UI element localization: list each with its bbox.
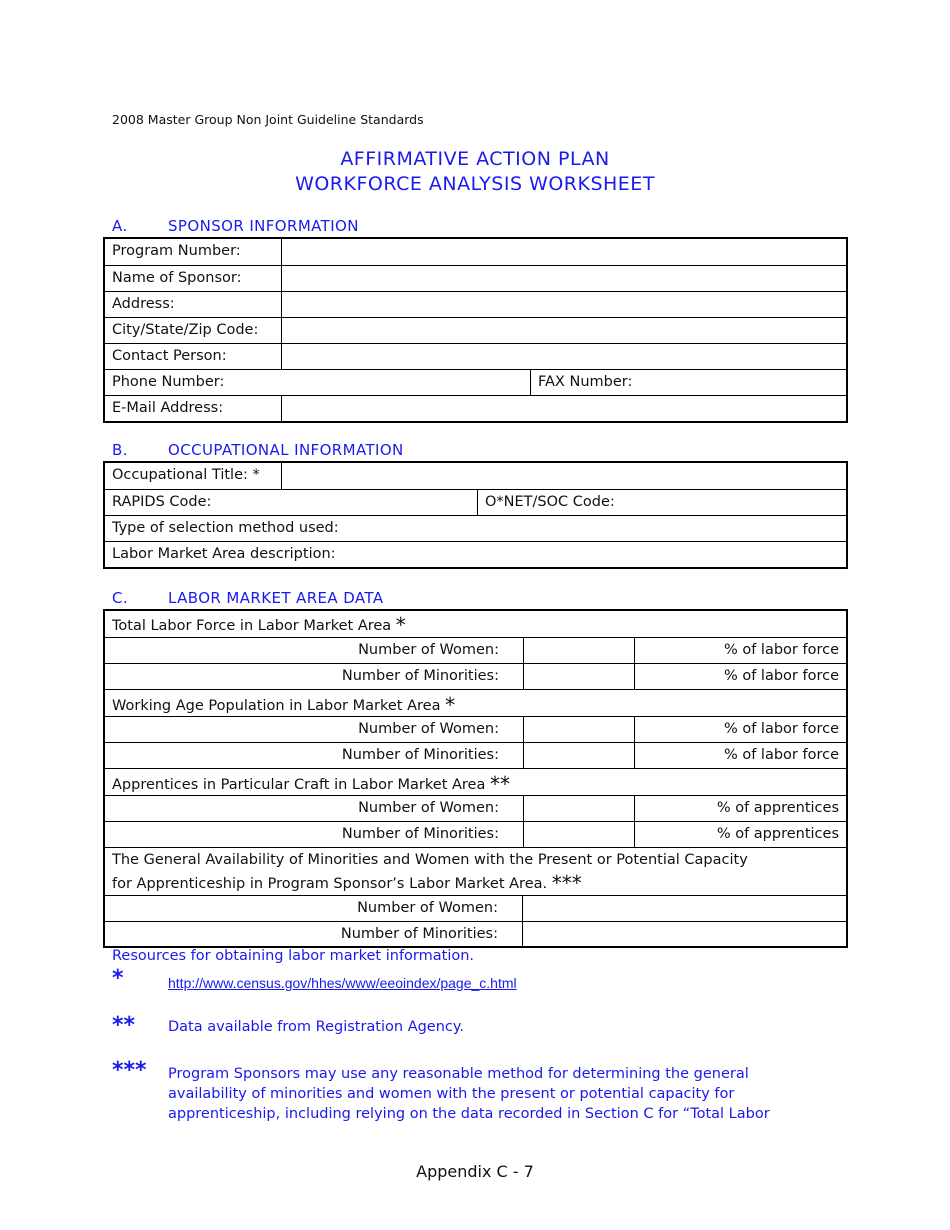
census-link-wrapper bbox=[168, 973, 517, 992]
women-count-field[interactable] bbox=[522, 896, 846, 921]
table-row bbox=[105, 663, 846, 689]
table-row bbox=[105, 921, 846, 946]
table-row bbox=[105, 795, 846, 821]
minorities-label: Number of Minorities: bbox=[341, 668, 499, 684]
table-row bbox=[105, 821, 846, 847]
city-state-zip-label: City/State/Zip Code: bbox=[112, 322, 259, 338]
footnote-mark: ** bbox=[489, 772, 510, 795]
table-row bbox=[105, 463, 846, 489]
section-title: LABOR MARKET AREA DATA bbox=[168, 589, 384, 607]
sponsor-info-table bbox=[103, 237, 848, 423]
address-label: Address: bbox=[112, 296, 175, 312]
women-count-field[interactable] bbox=[523, 638, 634, 663]
section-letter: A. bbox=[112, 217, 128, 235]
selection-method-field[interactable]: Type of selection method used: bbox=[112, 520, 339, 536]
minorities-label: Number of Minorities: bbox=[341, 826, 499, 842]
footnote-mark: *** bbox=[112, 1058, 147, 1083]
program-number-label: Program Number: bbox=[112, 243, 241, 259]
section-title: OCCUPATIONAL INFORMATION bbox=[168, 441, 404, 459]
women-percent-field[interactable]: % of labor force bbox=[634, 717, 846, 742]
table-row bbox=[105, 541, 846, 567]
apprentices-heading bbox=[105, 769, 846, 795]
footnote-mark: * bbox=[112, 966, 124, 991]
address-field[interactable] bbox=[281, 292, 846, 317]
table-row bbox=[105, 637, 846, 663]
occupational-title-field[interactable] bbox=[281, 463, 846, 489]
table-row bbox=[105, 317, 846, 343]
minorities-percent-field[interactable]: % of apprentices bbox=[634, 822, 846, 847]
heading-text-line-2 bbox=[112, 872, 839, 895]
table-row bbox=[105, 369, 846, 395]
women-count-field[interactable] bbox=[523, 717, 634, 742]
rapids-code-field[interactable]: RAPIDS Code: bbox=[112, 494, 212, 510]
table-row bbox=[105, 768, 846, 795]
minorities-count-field[interactable] bbox=[522, 922, 846, 946]
women-count-field[interactable] bbox=[523, 796, 634, 821]
phone-number-field[interactable]: Phone Number: bbox=[112, 374, 225, 390]
minorities-count-field[interactable] bbox=[523, 664, 634, 689]
general-availability-heading bbox=[105, 848, 846, 895]
table-row bbox=[105, 716, 846, 742]
footnote-mark: *** bbox=[551, 871, 582, 895]
minorities-label: Number of Minorities: bbox=[341, 747, 499, 763]
note-line: availability of minorities and women with the present or potential capacity for bbox=[168, 1086, 735, 1102]
women-percent-field[interactable]: % of labor force bbox=[634, 638, 846, 663]
section-c-heading bbox=[112, 589, 384, 607]
email-address-label: E-Mail Address: bbox=[112, 400, 224, 416]
sponsor-name-field[interactable] bbox=[281, 266, 846, 291]
labor-market-description-field[interactable]: Labor Market Area description: bbox=[112, 546, 336, 562]
minorities-count-field[interactable] bbox=[523, 743, 634, 768]
section-letter: B. bbox=[112, 441, 128, 459]
title-line-2: WORKFORCE ANALYSIS WORKSHEET bbox=[295, 173, 655, 195]
total-labor-force-heading bbox=[105, 611, 846, 637]
section-title: SPONSOR INFORMATION bbox=[168, 217, 359, 235]
note-line: Program Sponsors may use any reasonable method for determining the general bbox=[168, 1066, 749, 1082]
minorities-percent-field[interactable]: % of labor force bbox=[634, 743, 846, 768]
footnote-mark: * bbox=[445, 693, 456, 716]
contact-person-label: Contact Person: bbox=[112, 348, 227, 364]
section-letter: C. bbox=[112, 589, 129, 607]
minorities-count-field[interactable] bbox=[523, 822, 634, 847]
section-a-heading bbox=[112, 217, 359, 235]
sponsor-method-note bbox=[168, 1064, 770, 1124]
registration-agency-note: Data available from Registration Agency. bbox=[168, 1019, 465, 1035]
footnote-mark: ** bbox=[112, 1013, 136, 1038]
women-label: Number of Women: bbox=[358, 721, 499, 737]
table-row bbox=[105, 291, 846, 317]
working-age-heading bbox=[105, 690, 846, 716]
minorities-label: Number of Minorities: bbox=[340, 926, 498, 942]
table-row bbox=[105, 742, 846, 768]
women-label: Number of Women: bbox=[357, 900, 498, 916]
table-row bbox=[105, 611, 846, 637]
labor-market-table bbox=[103, 609, 848, 948]
footnote-mark: * bbox=[395, 613, 406, 637]
note-line: apprenticeship, including relying on the data recorded in Section C for “Total Labor bbox=[168, 1106, 770, 1122]
table-row bbox=[105, 895, 846, 921]
fax-number-field[interactable]: FAX Number: bbox=[530, 370, 846, 395]
table-row bbox=[105, 265, 846, 291]
city-state-zip-field[interactable] bbox=[281, 318, 846, 343]
heading-text: Total Labor Force in Labor Market Area bbox=[112, 618, 392, 634]
occupational-info-table bbox=[103, 461, 848, 569]
minorities-percent-field[interactable]: % of labor force bbox=[634, 664, 846, 689]
sponsor-name-label: Name of Sponsor: bbox=[112, 270, 242, 286]
title-line-1: AFFIRMATIVE ACTION PLAN bbox=[340, 148, 610, 170]
heading-text: The General Availability of Minorities and Women with the Present or Potential Capacity bbox=[112, 852, 748, 868]
resources-heading: Resources for obtaining labor market information. bbox=[112, 948, 475, 964]
email-address-field[interactable] bbox=[281, 396, 846, 421]
table-row bbox=[105, 847, 846, 895]
table-row bbox=[105, 489, 846, 515]
program-number-field[interactable] bbox=[281, 239, 846, 265]
table-row bbox=[105, 239, 846, 265]
section-b-heading bbox=[112, 441, 404, 459]
heading-text: Working Age Population in Labor Market Area bbox=[112, 698, 441, 714]
women-percent-field[interactable]: % of apprentices bbox=[634, 796, 846, 821]
heading-text: for Apprenticeship in Program Sponsor’s Labor Market Area. bbox=[112, 876, 548, 892]
women-label: Number of Women: bbox=[358, 642, 499, 658]
table-row bbox=[105, 343, 846, 369]
census-link[interactable]: http://www.census.gov/hhes/www/eeoindex/page_c.html bbox=[168, 975, 517, 991]
heading-text: Apprentices in Particular Craft in Labor Market Area bbox=[112, 777, 486, 793]
table-row bbox=[105, 515, 846, 541]
women-label: Number of Women: bbox=[358, 800, 499, 816]
occupational-title-label: Occupational Title: * bbox=[112, 467, 260, 483]
contact-person-field[interactable] bbox=[281, 344, 846, 369]
page-footer: Appendix C - 7 bbox=[416, 1162, 534, 1181]
table-row bbox=[105, 689, 846, 716]
onet-soc-code-field[interactable]: O*NET/SOC Code: bbox=[477, 490, 846, 515]
document-header: 2008 Master Group Non Joint Guideline Standards bbox=[112, 112, 424, 127]
table-row bbox=[105, 395, 846, 421]
